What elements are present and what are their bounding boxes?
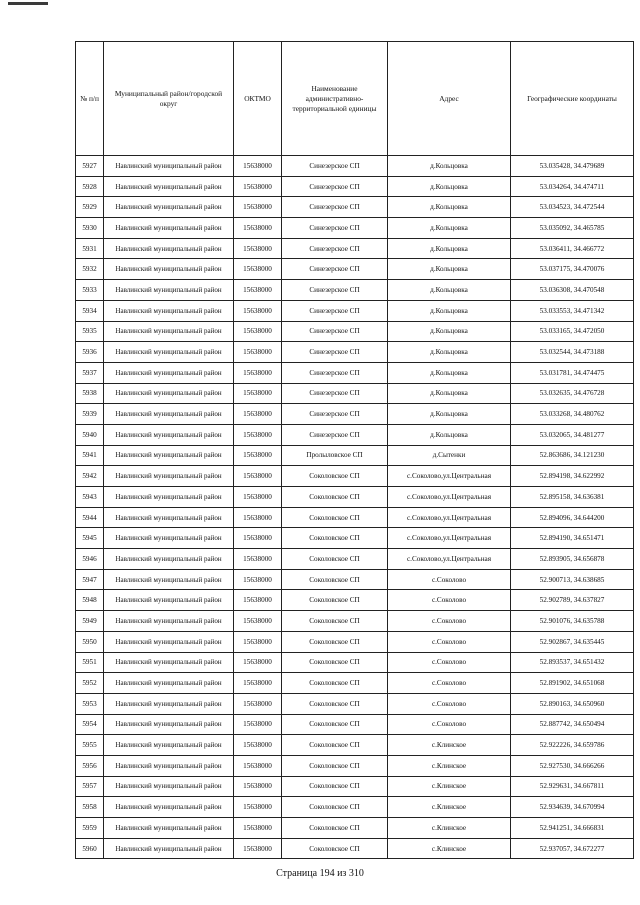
admin-unit-cell: Синезерское СП xyxy=(282,342,388,363)
district-cell: Навлинский муниципальный район xyxy=(104,404,234,425)
district-cell: Навлинский муниципальный район xyxy=(104,611,234,632)
table-row xyxy=(76,590,634,611)
table-body xyxy=(76,156,634,859)
admin-unit-cell: Соколовское СП xyxy=(282,652,388,673)
admin-unit-cell: Соколовское СП xyxy=(282,735,388,756)
table-row xyxy=(76,631,634,652)
coordinates-cell: 52.927530, 34.666266 xyxy=(511,755,634,776)
address-cell: с.Соколово xyxy=(388,693,511,714)
address-cell: д.Кольцовка xyxy=(388,280,511,301)
oktmo-cell: 15638000 xyxy=(234,197,282,218)
district-cell: Навлинский муниципальный район xyxy=(104,673,234,694)
oktmo-cell: 15638000 xyxy=(234,404,282,425)
row-number: 5945 xyxy=(76,528,104,549)
header-number: № п/п xyxy=(76,42,104,156)
admin-unit-cell: Соколовское СП xyxy=(282,776,388,797)
coordinates-cell: 52.891902, 34.651068 xyxy=(511,673,634,694)
table-row xyxy=(76,838,634,859)
coordinates-cell: 53.036308, 34.470548 xyxy=(511,280,634,301)
table-row xyxy=(76,197,634,218)
table-row xyxy=(76,693,634,714)
coordinates-cell: 52.937057, 34.672277 xyxy=(511,838,634,859)
admin-unit-cell: Синезерское СП xyxy=(282,197,388,218)
address-cell: с.Соколово,ул.Центральная xyxy=(388,549,511,570)
scan-mark xyxy=(8,2,48,5)
admin-unit-cell: Синезерское СП xyxy=(282,218,388,239)
oktmo-cell: 15638000 xyxy=(234,176,282,197)
table-row xyxy=(76,176,634,197)
row-number: 5937 xyxy=(76,362,104,383)
admin-unit-cell: Синезерское СП xyxy=(282,280,388,301)
address-cell: д.Кольцовка xyxy=(388,176,511,197)
address-cell: д.Кольцовка xyxy=(388,362,511,383)
row-number: 5942 xyxy=(76,466,104,487)
oktmo-cell: 15638000 xyxy=(234,569,282,590)
row-number: 5952 xyxy=(76,673,104,694)
district-cell: Навлинский муниципальный район xyxy=(104,218,234,239)
coordinates-cell: 52.893537, 34.651432 xyxy=(511,652,634,673)
table-row xyxy=(76,238,634,259)
address-cell: с.Клинское xyxy=(388,818,511,839)
district-cell: Навлинский муниципальный район xyxy=(104,321,234,342)
row-number: 5940 xyxy=(76,424,104,445)
oktmo-cell: 15638000 xyxy=(234,528,282,549)
admin-unit-cell: Соколовское СП xyxy=(282,507,388,528)
oktmo-cell: 15638000 xyxy=(234,342,282,363)
coordinates-cell: 53.032544, 34.473188 xyxy=(511,342,634,363)
address-cell: с.Соколово,ул.Центральная xyxy=(388,487,511,508)
oktmo-cell: 15638000 xyxy=(234,693,282,714)
table-row xyxy=(76,797,634,818)
address-cell: с.Соколово xyxy=(388,611,511,632)
row-number: 5953 xyxy=(76,693,104,714)
admin-unit-cell: Соколовское СП xyxy=(282,714,388,735)
table-row xyxy=(76,466,634,487)
admin-unit-cell: Синезерское СП xyxy=(282,238,388,259)
row-number: 5956 xyxy=(76,755,104,776)
coordinates-cell: 53.034523, 34.472544 xyxy=(511,197,634,218)
address-cell: с.Клинское xyxy=(388,797,511,818)
address-cell: с.Соколово xyxy=(388,652,511,673)
district-cell: Навлинский муниципальный район xyxy=(104,755,234,776)
district-cell: Навлинский муниципальный район xyxy=(104,590,234,611)
oktmo-cell: 15638000 xyxy=(234,321,282,342)
row-number: 5948 xyxy=(76,590,104,611)
district-cell: Навлинский муниципальный район xyxy=(104,714,234,735)
address-cell: с.Соколово xyxy=(388,673,511,694)
oktmo-cell: 15638000 xyxy=(234,362,282,383)
admin-unit-cell: Соколовское СП xyxy=(282,693,388,714)
address-cell: д.Кольцовка xyxy=(388,404,511,425)
coordinates-cell: 53.034264, 34.474711 xyxy=(511,176,634,197)
admin-unit-cell: Соколовское СП xyxy=(282,797,388,818)
header-admin-unit: Наименование административно-территориальной единицы xyxy=(282,42,388,156)
table-row xyxy=(76,652,634,673)
coordinates-cell: 52.929631, 34.667811 xyxy=(511,776,634,797)
table-row xyxy=(76,755,634,776)
table-row xyxy=(76,776,634,797)
oktmo-cell: 15638000 xyxy=(234,797,282,818)
address-cell: с.Соколово xyxy=(388,569,511,590)
district-cell: Навлинский муниципальный район xyxy=(104,631,234,652)
address-cell: д.Кольцовка xyxy=(388,424,511,445)
oktmo-cell: 15638000 xyxy=(234,259,282,280)
address-cell: д.Кольцовка xyxy=(388,156,511,177)
table-row xyxy=(76,507,634,528)
coordinates-cell: 52.902867, 34.635445 xyxy=(511,631,634,652)
row-number: 5955 xyxy=(76,735,104,756)
admin-unit-cell: Соколовское СП xyxy=(282,611,388,632)
row-number: 5949 xyxy=(76,611,104,632)
admin-unit-cell: Синезерское СП xyxy=(282,383,388,404)
coordinates-cell: 52.894190, 34.651471 xyxy=(511,528,634,549)
table-row xyxy=(76,528,634,549)
row-number: 5931 xyxy=(76,238,104,259)
row-number: 5936 xyxy=(76,342,104,363)
coordinates-cell: 53.031781, 34.474475 xyxy=(511,362,634,383)
coordinates-cell: 52.887742, 34.650494 xyxy=(511,714,634,735)
district-cell: Навлинский муниципальный район xyxy=(104,362,234,383)
address-cell: с.Клинское xyxy=(388,755,511,776)
row-number: 5943 xyxy=(76,487,104,508)
row-number: 5927 xyxy=(76,156,104,177)
address-cell: с.Соколово,ул.Центральная xyxy=(388,528,511,549)
coordinates-cell: 52.893905, 34.656878 xyxy=(511,549,634,570)
oktmo-cell: 15638000 xyxy=(234,238,282,259)
district-cell: Навлинский муниципальный район xyxy=(104,487,234,508)
admin-unit-cell: Соколовское СП xyxy=(282,528,388,549)
coordinates-cell: 52.863686, 34.121230 xyxy=(511,445,634,466)
coordinates-cell: 52.890163, 34.650960 xyxy=(511,693,634,714)
address-cell: с.Клинское xyxy=(388,776,511,797)
oktmo-cell: 15638000 xyxy=(234,300,282,321)
admin-unit-cell: Пролыловское СП xyxy=(282,445,388,466)
address-cell: д.Кольцовка xyxy=(388,218,511,239)
oktmo-cell: 15638000 xyxy=(234,156,282,177)
admin-unit-cell: Соколовское СП xyxy=(282,590,388,611)
oktmo-cell: 15638000 xyxy=(234,776,282,797)
admin-unit-cell: Синезерское СП xyxy=(282,321,388,342)
district-cell: Навлинский муниципальный район xyxy=(104,507,234,528)
district-cell: Навлинский муниципальный район xyxy=(104,197,234,218)
address-cell: д.Кольцовка xyxy=(388,259,511,280)
coordinates-cell: 53.033268, 34.480762 xyxy=(511,404,634,425)
oktmo-cell: 15638000 xyxy=(234,714,282,735)
table-row xyxy=(76,673,634,694)
address-cell: д.Кольцовка xyxy=(388,300,511,321)
row-number: 5939 xyxy=(76,404,104,425)
coordinates-cell: 53.033553, 34.471342 xyxy=(511,300,634,321)
coordinates-cell: 53.035092, 34.465785 xyxy=(511,218,634,239)
admin-unit-cell: Синезерское СП xyxy=(282,424,388,445)
coordinates-cell: 52.894096, 34.644200 xyxy=(511,507,634,528)
oktmo-cell: 15638000 xyxy=(234,507,282,528)
oktmo-cell: 15638000 xyxy=(234,631,282,652)
table-row xyxy=(76,383,634,404)
coordinates-cell: 52.902789, 34.637827 xyxy=(511,590,634,611)
header-oktmo: ОКТМО xyxy=(234,42,282,156)
coordinates-cell: 53.033165, 34.472050 xyxy=(511,321,634,342)
oktmo-cell: 15638000 xyxy=(234,818,282,839)
oktmo-cell: 15638000 xyxy=(234,487,282,508)
page-number: Страница 194 из 310 xyxy=(276,868,364,879)
row-number: 5959 xyxy=(76,818,104,839)
admin-unit-cell: Синезерское СП xyxy=(282,300,388,321)
table-row xyxy=(76,487,634,508)
district-cell: Навлинский муниципальный район xyxy=(104,818,234,839)
register-table xyxy=(75,41,634,859)
coordinates-cell: 52.894198, 34.622992 xyxy=(511,466,634,487)
row-number: 5932 xyxy=(76,259,104,280)
header-address: Адрес xyxy=(388,42,511,156)
district-cell: Навлинский муниципальный район xyxy=(104,424,234,445)
table-row xyxy=(76,735,634,756)
admin-unit-cell: Соколовское СП xyxy=(282,569,388,590)
district-cell: Навлинский муниципальный район xyxy=(104,445,234,466)
table-row xyxy=(76,714,634,735)
district-cell: Навлинский муниципальный район xyxy=(104,342,234,363)
row-number: 5957 xyxy=(76,776,104,797)
address-cell: с.Соколово xyxy=(388,714,511,735)
coordinates-cell: 52.900713, 34.638685 xyxy=(511,569,634,590)
district-cell: Навлинский муниципальный район xyxy=(104,466,234,487)
district-cell: Навлинский муниципальный район xyxy=(104,569,234,590)
row-number: 5958 xyxy=(76,797,104,818)
table-row xyxy=(76,445,634,466)
district-cell: Навлинский муниципальный район xyxy=(104,176,234,197)
oktmo-cell: 15638000 xyxy=(234,735,282,756)
table-row xyxy=(76,611,634,632)
coordinates-cell: 52.941251, 34.666831 xyxy=(511,818,634,839)
district-cell: Навлинский муниципальный район xyxy=(104,156,234,177)
row-number: 5954 xyxy=(76,714,104,735)
admin-unit-cell: Соколовское СП xyxy=(282,487,388,508)
table-row xyxy=(76,549,634,570)
oktmo-cell: 15638000 xyxy=(234,755,282,776)
admin-unit-cell: Синезерское СП xyxy=(282,176,388,197)
oktmo-cell: 15638000 xyxy=(234,466,282,487)
coordinates-cell: 53.032065, 34.481277 xyxy=(511,424,634,445)
oktmo-cell: 15638000 xyxy=(234,280,282,301)
coordinates-cell: 52.922226, 34.659786 xyxy=(511,735,634,756)
row-number: 5934 xyxy=(76,300,104,321)
district-cell: Навлинский муниципальный район xyxy=(104,838,234,859)
coordinates-cell: 52.901076, 34.635788 xyxy=(511,611,634,632)
admin-unit-cell: Синезерское СП xyxy=(282,404,388,425)
district-cell: Навлинский муниципальный район xyxy=(104,735,234,756)
row-number: 5938 xyxy=(76,383,104,404)
address-cell: с.Клинское xyxy=(388,735,511,756)
admin-unit-cell: Соколовское СП xyxy=(282,466,388,487)
table-row xyxy=(76,156,634,177)
coordinates-cell: 52.895158, 34.636381 xyxy=(511,487,634,508)
district-cell: Навлинский муниципальный район xyxy=(104,797,234,818)
district-cell: Навлинский муниципальный район xyxy=(104,652,234,673)
coordinates-cell: 53.032635, 34.476728 xyxy=(511,383,634,404)
district-cell: Навлинский муниципальный район xyxy=(104,693,234,714)
district-cell: Навлинский муниципальный район xyxy=(104,280,234,301)
district-cell: Навлинский муниципальный район xyxy=(104,528,234,549)
district-cell: Навлинский муниципальный район xyxy=(104,383,234,404)
address-cell: д.Кольцовка xyxy=(388,321,511,342)
address-cell: д.Кольцовка xyxy=(388,238,511,259)
table-row xyxy=(76,280,634,301)
admin-unit-cell: Синезерское СП xyxy=(282,259,388,280)
admin-unit-cell: Соколовское СП xyxy=(282,755,388,776)
admin-unit-cell: Синезерское СП xyxy=(282,362,388,383)
address-cell: с.Соколово xyxy=(388,631,511,652)
oktmo-cell: 15638000 xyxy=(234,549,282,570)
admin-unit-cell: Соколовское СП xyxy=(282,818,388,839)
row-number: 5933 xyxy=(76,280,104,301)
address-cell: с.Соколово,ул.Центральная xyxy=(388,507,511,528)
address-cell: с.Клинское xyxy=(388,838,511,859)
district-cell: Навлинский муниципальный район xyxy=(104,300,234,321)
oktmo-cell: 15638000 xyxy=(234,424,282,445)
admin-unit-cell: Соколовское СП xyxy=(282,838,388,859)
address-cell: с.Соколово,ул.Центральная xyxy=(388,466,511,487)
district-cell: Навлинский муниципальный район xyxy=(104,238,234,259)
district-cell: Навлинский муниципальный район xyxy=(104,549,234,570)
address-cell: с.Соколово xyxy=(388,590,511,611)
oktmo-cell: 15638000 xyxy=(234,611,282,632)
header-coordinates: Географические координаты xyxy=(511,42,634,156)
table-row xyxy=(76,259,634,280)
coordinates-cell: 53.035428, 34.479689 xyxy=(511,156,634,177)
table-row xyxy=(76,218,634,239)
row-number: 5941 xyxy=(76,445,104,466)
table-row xyxy=(76,818,634,839)
table-row xyxy=(76,321,634,342)
table-row xyxy=(76,300,634,321)
oktmo-cell: 15638000 xyxy=(234,590,282,611)
row-number: 5960 xyxy=(76,838,104,859)
admin-unit-cell: Соколовское СП xyxy=(282,673,388,694)
district-cell: Навлинский муниципальный район xyxy=(104,776,234,797)
header-district: Муниципальный район/городской округ xyxy=(104,42,234,156)
oktmo-cell: 15638000 xyxy=(234,673,282,694)
row-number: 5951 xyxy=(76,652,104,673)
row-number: 5929 xyxy=(76,197,104,218)
row-number: 5946 xyxy=(76,549,104,570)
address-cell: д.Кольцовка xyxy=(388,383,511,404)
table-row xyxy=(76,404,634,425)
oktmo-cell: 15638000 xyxy=(234,652,282,673)
coordinates-cell: 52.934639, 34.670994 xyxy=(511,797,634,818)
row-number: 5930 xyxy=(76,218,104,239)
oktmo-cell: 15638000 xyxy=(234,218,282,239)
admin-unit-cell: Соколовское СП xyxy=(282,549,388,570)
table-header xyxy=(76,42,634,156)
table-row xyxy=(76,362,634,383)
coordinates-cell: 53.036411, 34.466772 xyxy=(511,238,634,259)
district-cell: Навлинский муниципальный район xyxy=(104,259,234,280)
oktmo-cell: 15638000 xyxy=(234,445,282,466)
table-row xyxy=(76,342,634,363)
row-number: 5944 xyxy=(76,507,104,528)
oktmo-cell: 15638000 xyxy=(234,383,282,404)
table-row xyxy=(76,424,634,445)
address-cell: д.Кольцовка xyxy=(388,342,511,363)
row-number: 5935 xyxy=(76,321,104,342)
row-number: 5928 xyxy=(76,176,104,197)
row-number: 5947 xyxy=(76,569,104,590)
address-cell: д.Сытенки xyxy=(388,445,511,466)
admin-unit-cell: Соколовское СП xyxy=(282,631,388,652)
table-row xyxy=(76,569,634,590)
admin-unit-cell: Синезерское СП xyxy=(282,156,388,177)
row-number: 5950 xyxy=(76,631,104,652)
address-cell: д.Кольцовка xyxy=(388,197,511,218)
oktmo-cell: 15638000 xyxy=(234,838,282,859)
coordinates-cell: 53.037175, 34.470076 xyxy=(511,259,634,280)
